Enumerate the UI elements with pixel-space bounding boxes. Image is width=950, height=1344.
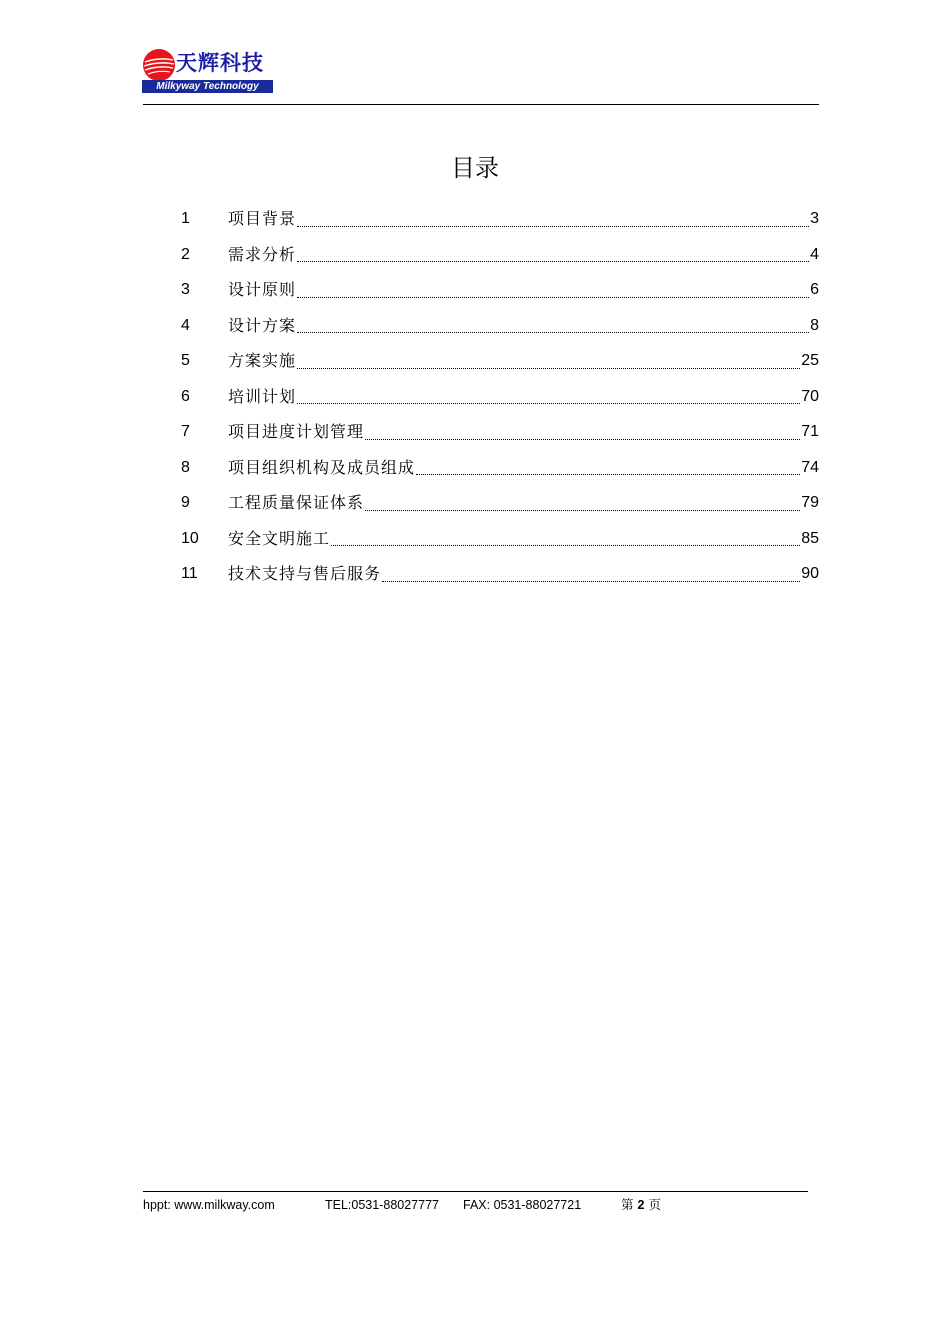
page-title: 目录	[451, 154, 499, 182]
toc-dot-leader	[297, 261, 809, 262]
toc-entry-9[interactable]	[181, 485, 819, 521]
toc-entry-6[interactable]	[181, 379, 819, 415]
toc-entry-label: 项目进度计划管理	[228, 422, 365, 441]
toc-entry-page: 79	[801, 494, 819, 511]
toc-entry-label: 方案实施	[228, 351, 297, 370]
toc-entry-11[interactable]	[181, 556, 819, 592]
toc-entry-page: 70	[801, 387, 819, 405]
toc-entry-label: 需求分析	[228, 244, 297, 264]
toc-entry-label: 项目背景	[228, 209, 297, 228]
toc-entry-page: 25	[801, 352, 819, 369]
toc-entry-page: 85	[801, 529, 819, 547]
toc-entry-page: 74	[801, 458, 819, 476]
footer-fax: FAX: 0531-88027721	[463, 1198, 582, 1212]
company-emblem-icon	[142, 48, 176, 82]
footer-website: hppt: www.milkway.com	[143, 1198, 275, 1212]
toc-dot-leader	[297, 332, 809, 333]
toc-entry-number: 2	[181, 245, 190, 263]
toc-entry-number: 10	[181, 529, 199, 547]
toc-entry-5[interactable]	[181, 343, 819, 379]
toc-entry-8[interactable]	[181, 450, 819, 486]
table-of-contents	[181, 201, 819, 592]
footer-page-prefix: 第	[621, 1197, 634, 1212]
toc-entry-number: 3	[181, 281, 190, 298]
toc-entry-number: 8	[181, 458, 190, 476]
toc-entry-page: 90	[801, 565, 819, 582]
toc-dot-leader	[297, 403, 800, 404]
toc-entry-label: 安全文明施工	[228, 528, 331, 548]
toc-entry-label: 技术支持与售后服务	[228, 564, 382, 583]
toc-entry-page: 3	[810, 210, 819, 227]
logo-chinese-name: 天辉科技	[176, 51, 264, 75]
toc-entry-number: 11	[181, 565, 198, 582]
toc-dot-leader	[297, 297, 809, 298]
toc-entry-label: 培训计划	[228, 386, 297, 406]
footer-divider	[143, 1191, 808, 1192]
toc-entry-page: 4	[810, 245, 819, 263]
footer-page-suffix: 页	[648, 1197, 661, 1212]
toc-entry-2[interactable]	[181, 237, 819, 273]
toc-entry-number: 5	[181, 352, 190, 369]
company-logo	[142, 48, 274, 96]
toc-entry-label: 项目组织机构及成员组成	[228, 457, 416, 477]
toc-entry-number: 9	[181, 494, 190, 511]
toc-dot-leader	[416, 474, 800, 475]
toc-dot-leader	[382, 581, 800, 582]
toc-entry-label: 设计方案	[228, 315, 297, 335]
toc-dot-leader	[365, 510, 800, 511]
toc-entry-page: 8	[810, 316, 819, 334]
footer-page-number	[621, 1195, 661, 1215]
toc-entry-4[interactable]	[181, 308, 819, 344]
toc-dot-leader	[297, 368, 800, 369]
toc-entry-7[interactable]	[181, 414, 819, 450]
toc-entry-10[interactable]	[181, 521, 819, 557]
toc-entry-page: 71	[801, 423, 819, 440]
header-divider	[143, 104, 819, 105]
toc-entry-3[interactable]	[181, 272, 819, 308]
logo-english-name: Milkyway Technology	[142, 80, 273, 93]
toc-entry-label: 设计原则	[228, 280, 297, 299]
footer-page-value: 2	[637, 1198, 645, 1212]
toc-entry-number: 4	[181, 316, 190, 334]
toc-entry-label: 工程质量保证体系	[228, 493, 365, 512]
toc-entry-number: 1	[181, 210, 190, 227]
toc-entry-page: 6	[810, 281, 819, 298]
toc-dot-leader	[297, 226, 809, 227]
toc-dot-leader	[365, 439, 800, 440]
toc-entry-number: 7	[181, 423, 190, 440]
footer-telephone: TEL:0531-88027777	[325, 1198, 439, 1212]
toc-dot-leader	[331, 545, 800, 546]
toc-entry-1[interactable]	[181, 201, 819, 237]
toc-entry-number: 6	[181, 387, 190, 405]
